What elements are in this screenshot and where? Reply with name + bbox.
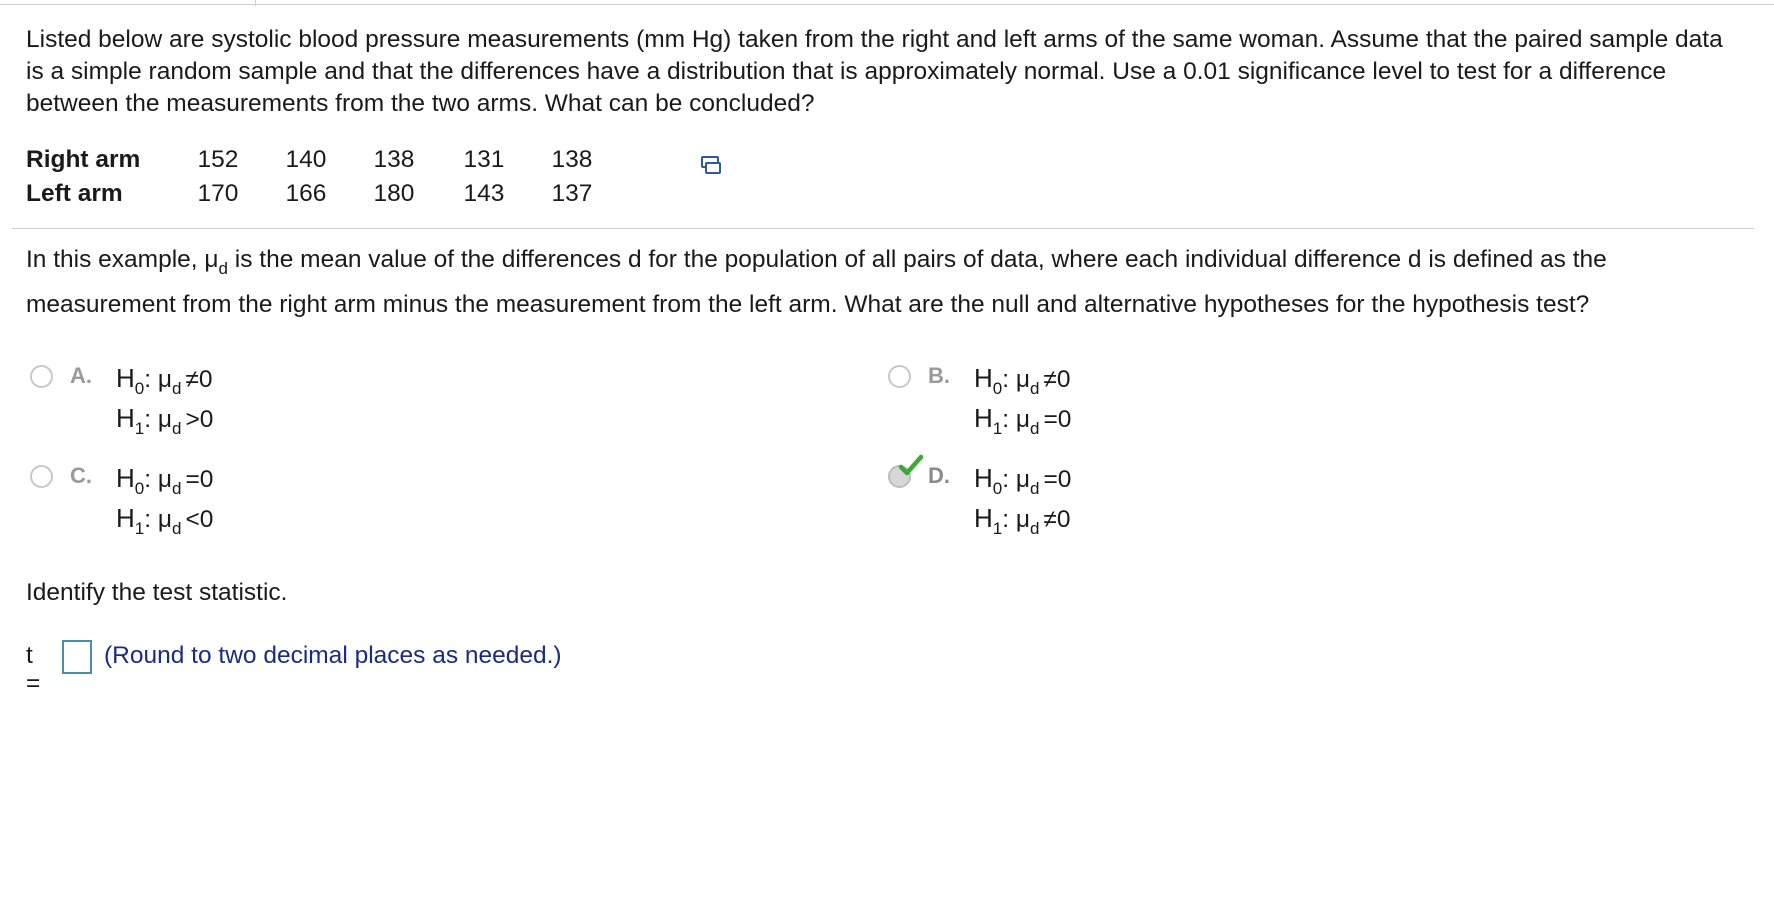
radio-button[interactable] [888, 365, 911, 388]
alternative-hypothesis: $H_1$: $\mu_d >0$ [116, 403, 214, 438]
mu-symbol: μ [204, 246, 219, 273]
right-arm-value: 131 [463, 146, 505, 173]
radio-button[interactable] [30, 365, 53, 388]
right-arm-value: 152 [197, 146, 239, 173]
mu-subscript: d [218, 259, 228, 278]
option-d[interactable] [888, 463, 1248, 539]
option-letter: A. [70, 363, 92, 388]
right-arm-value: 138 [551, 146, 593, 173]
top-border-tick [255, 0, 256, 6]
option-letter: D. [928, 463, 950, 488]
null-hypothesis: $H_0$: $\mu_d \ne 0$ [974, 363, 1071, 398]
option-b[interactable] [888, 363, 1248, 439]
question-text [26, 238, 1746, 326]
right-arm-label: Right arm [26, 146, 141, 173]
null-hypothesis: $H_0$: $\mu_d =0$ [974, 463, 1072, 498]
test-statistic-input[interactable] [62, 640, 92, 674]
problem-text: Listed below are systolic blood pressure measurements (mm Hg) taken from the right and left arms of the same woman. Assume that the paired sample data is a simple random sample and that the differences have a distribution that is approximately normal. Use a 0.01 significance level to test for a difference between the measurements from the two arms. What can be concluded? [26, 26, 1723, 117]
option-a[interactable] [30, 363, 390, 439]
left-arm-value: 143 [463, 180, 505, 207]
right-arm-value: 140 [285, 146, 327, 173]
radio-button[interactable] [30, 465, 53, 488]
option-letter: C. [70, 463, 92, 488]
top-border [0, 4, 1774, 5]
left-arm-value: 166 [285, 180, 327, 207]
alternative-hypothesis: $H_1$: $\mu_d \ne 0$ [974, 503, 1071, 538]
question-part2: is the mean value of the differences d for the population of all pairs of data, where each individual difference d is defined as the measurement from the right arm minus the measurement from the left arm. What are the null and alternative hypotheses for the hypothesis test? [26, 246, 1607, 318]
question-part1: In this example, [26, 246, 205, 273]
option-c[interactable] [30, 463, 390, 539]
left-arm-value: 170 [197, 180, 239, 207]
right-arm-value: 138 [373, 146, 415, 173]
left-arm-label: Left arm [26, 180, 123, 207]
alternative-hypothesis: $H_1$: $\mu_d =0$ [974, 403, 1072, 438]
copy-data-icon[interactable] [700, 153, 724, 177]
section-divider [12, 228, 1754, 229]
identify-prompt: Identify the test statistic. [26, 579, 288, 606]
left-arm-value: 180 [373, 180, 415, 207]
alternative-hypothesis: $H_1$: $\mu_d <0$ [116, 503, 214, 538]
left-arm-value: 137 [551, 180, 593, 207]
checkmark-icon [898, 453, 924, 479]
option-letter: B. [928, 363, 950, 388]
rounding-hint: (Round to two decimal places as needed.) [104, 642, 562, 669]
t-label: t = [26, 642, 41, 697]
null-hypothesis: $H_0$: $\mu_d =0$ [116, 463, 214, 498]
null-hypothesis: $H_0$: $\mu_d \ne 0$ [116, 363, 213, 398]
